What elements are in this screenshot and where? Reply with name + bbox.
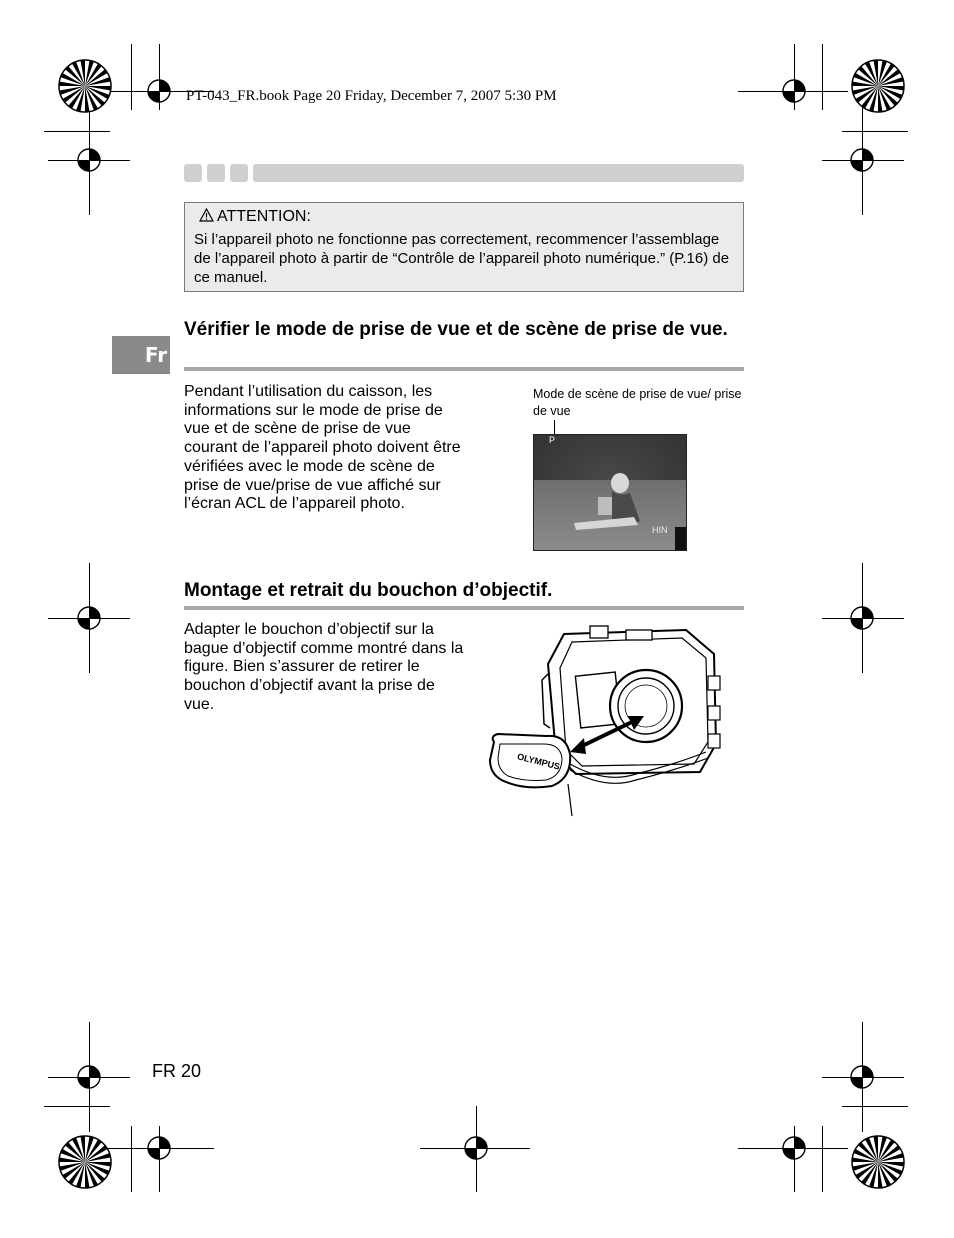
attention-title bbox=[199, 208, 311, 226]
page-number: FR 20 bbox=[152, 1061, 202, 1081]
attention-title-text: ATTENTION: bbox=[217, 208, 311, 225]
registration-mark-icon bbox=[76, 605, 102, 631]
starburst-mark-icon bbox=[850, 58, 906, 114]
section2-body: Adapter le bouchon d’objectif sur la bague d’objectif comme montré dans la figure. Bien s’assurer de retirer le bouchon d’objectif avant la prise de vue. bbox=[184, 621, 464, 713]
registration-mark-icon bbox=[463, 1135, 489, 1161]
section2-rule bbox=[184, 606, 744, 610]
cap-brand-text: OLYMPUS bbox=[516, 751, 561, 772]
registration-mark-icon bbox=[76, 1064, 102, 1090]
language-tab: Fr bbox=[112, 336, 170, 374]
book-header-line: PT-043_FR.book Page 20 Friday, December 7, 2007 5:30 PM bbox=[186, 88, 557, 104]
registration-mark-icon bbox=[849, 1064, 875, 1090]
starburst-mark-icon bbox=[57, 58, 113, 114]
registration-mark-icon bbox=[849, 605, 875, 631]
starburst-mark-icon bbox=[57, 1134, 113, 1190]
registration-mark-icon bbox=[849, 147, 875, 173]
svg-text:HIN: HIN bbox=[652, 525, 668, 535]
lcd-screen-photo bbox=[533, 434, 687, 551]
section1-heading: Vérifier le mode de prise de vue et de scène de prise de vue. bbox=[184, 319, 728, 340]
screen-caption: Mode de scène de prise de vue/ prise de vue bbox=[533, 387, 742, 418]
registration-mark-icon bbox=[146, 78, 172, 104]
screen-mode-letter: P bbox=[549, 435, 556, 445]
registration-mark-icon bbox=[76, 147, 102, 173]
housing-lens-cap-illustration bbox=[486, 624, 726, 824]
registration-mark-icon bbox=[781, 78, 807, 104]
registration-mark-icon bbox=[781, 1135, 807, 1161]
section1-body: Pendant l’utilisation du caisson, les informations sur le mode de prise de vue et de scène de prise de vue courant de l’appareil photo doivent être vérifiées avec le mode de scène de prise de vue/prise de vue affiché sur l’écran ACL de l’appareil photo. bbox=[184, 383, 461, 513]
warning-triangle-icon bbox=[199, 208, 214, 222]
lcd-photo-illustration bbox=[534, 435, 686, 550]
attention-text: Si l’appareil photo ne fonctionne pas correctement, recommencer l’assemblage de l’appareil photo à partir de “Contrôle de l’appareil photo numérique.” (P.16) de ce manuel. bbox=[194, 231, 730, 286]
caption-leader-line bbox=[554, 420, 555, 434]
registration-mark-icon bbox=[146, 1135, 172, 1161]
section1-rule bbox=[184, 367, 744, 371]
starburst-mark-icon bbox=[850, 1134, 906, 1190]
attention-box bbox=[184, 202, 744, 292]
section2-heading: Montage et retrait du bouchon d’objectif. bbox=[184, 580, 553, 601]
